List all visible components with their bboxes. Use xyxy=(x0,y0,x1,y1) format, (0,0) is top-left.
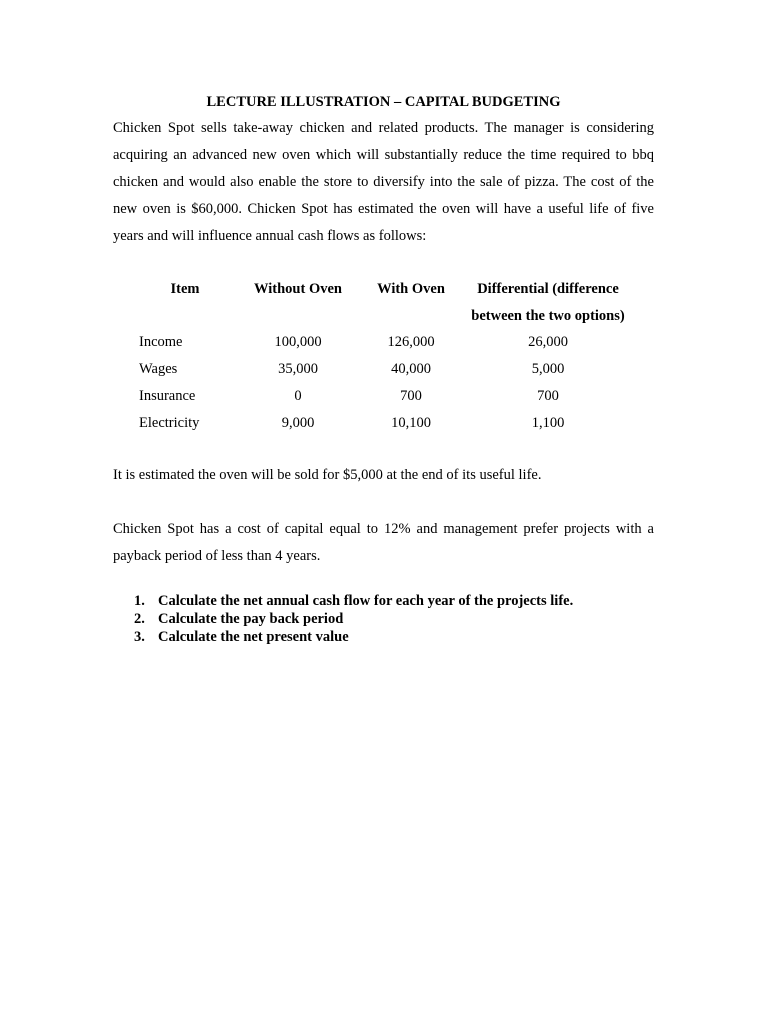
question-item xyxy=(113,610,654,628)
sale-note: It is estimated the oven will be sold for $5,000 at the end of its useful life. xyxy=(113,467,542,483)
question-item xyxy=(113,592,654,610)
question-list xyxy=(113,592,654,646)
row-insurance-item: Insurance xyxy=(139,388,196,404)
question-number: 3. xyxy=(134,629,145,645)
question-text: Calculate the pay back period xyxy=(158,611,344,627)
header-without-oven: Without Oven xyxy=(254,281,342,297)
row-wages-diff: 5,000 xyxy=(531,361,565,377)
question-text: Calculate the net present value xyxy=(158,629,349,645)
question-item xyxy=(113,628,654,646)
capital-note: Chicken Spot has a cost of capital equal to 12% and management prefer projects with a payback period of less than 4 years. xyxy=(113,521,654,564)
header-item: Item xyxy=(170,281,200,297)
intro-paragraph: Chicken Spot sells take-away chicken and related products. The manager is considering acquiring an advanced new oven which will substantially reduce the time required to bbq chicken and would also enable the store to diversify into the sale of pizza. The cost of the new oven is $60,000. Chicken Spot has estimated the oven will have a useful life of five years and will influence annual cash flows as follows: xyxy=(113,120,654,244)
row-wages-with: 40,000 xyxy=(391,361,431,377)
row-income-diff: 26,000 xyxy=(528,334,568,350)
header-differential-line2: between the two options) xyxy=(471,308,625,324)
row-income-with: 126,000 xyxy=(387,334,435,350)
row-electricity-diff: 1,100 xyxy=(531,415,565,431)
row-income-item: Income xyxy=(139,334,183,350)
row-insurance-diff: 700 xyxy=(537,388,559,404)
row-wages-item: Wages xyxy=(139,361,178,377)
document-title: LECTURE ILLUSTRATION – CAPITAL BUDGETING xyxy=(206,94,561,110)
row-wages-without: 35,000 xyxy=(278,361,318,377)
question-text: Calculate the net annual cash flow for each year of the projects life. xyxy=(158,593,574,609)
row-insurance-without: 0 xyxy=(294,388,302,404)
header-differential: Differential (difference xyxy=(477,281,619,297)
header-with-oven: With Oven xyxy=(377,281,445,297)
row-income-without: 100,000 xyxy=(274,334,322,350)
question-number: 2. xyxy=(134,611,145,627)
row-insurance-with: 700 xyxy=(400,388,422,404)
row-electricity-with: 10,100 xyxy=(391,415,431,431)
question-number: 1. xyxy=(134,593,145,609)
row-electricity-item: Electricity xyxy=(139,415,200,431)
row-electricity-without: 9,000 xyxy=(281,415,315,431)
